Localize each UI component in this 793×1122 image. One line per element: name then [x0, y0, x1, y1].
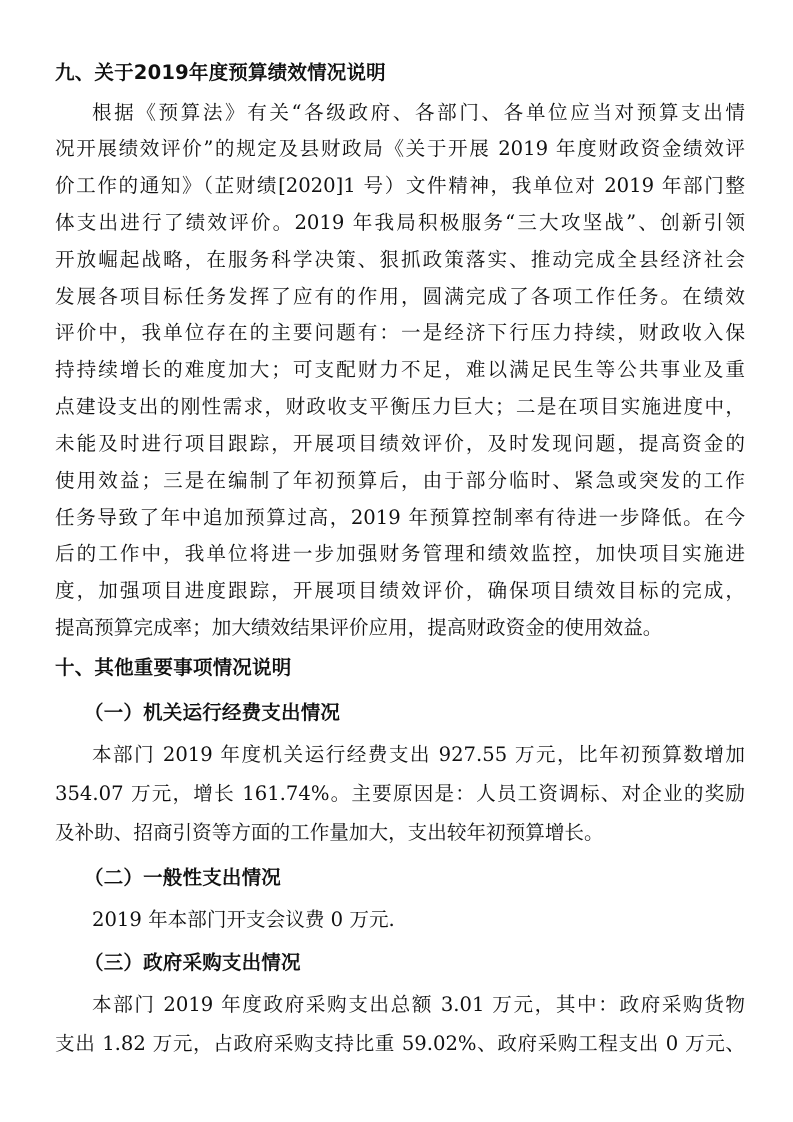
paragraph-line: 况开展绩效评价”的规定及县财政局《关于开展 2019 年度财政资金绩效评 [55, 137, 745, 160]
paragraph-line: 及补助、招商引资等方面的工作量加大，支出较年初预算增长。 [55, 821, 604, 844]
paragraph-line: 使用效益；三是在编制了年初预算后，由于部分临时、紧急或突发的工作 [55, 469, 745, 492]
paragraph-line: 持持续增长的难度加大；可支配财力不足，难以满足民生等公共事业及重 [55, 358, 745, 381]
section-10-heading: 十、其他重要事项情况说明 [55, 656, 292, 679]
paragraph-line: 评价中，我单位存在的主要问题有：一是经济下行压力持续，财政收入保 [55, 321, 745, 344]
paragraph-line: 2019 年本部门开支会议费 0 万元. [92, 908, 395, 931]
subsection-1-heading: （一）机关运行经费支出情况 [84, 701, 341, 724]
paragraph-line: 发展各项目标任务发挥了应有的作用，圆满完成了各项工作任务。在绩效 [55, 285, 745, 308]
paragraph-line: 本部门 2019 年度政府采购支出总额 3.01 万元，其中：政府采购货物 [92, 993, 745, 1016]
paragraph-line: 点建设支出的刚性需求，财政收支平衡压力巨大；二是在项目实施进度中， [55, 395, 745, 418]
subsection-3-heading: （三）政府采购支出情况 [84, 951, 301, 974]
paragraph-line: 支出 1.82 万元，占政府采购支持比重 59.02%、政府采购工程支出 0 万元、 [55, 1032, 745, 1055]
paragraph-line: 任务导致了年中追加预算过高，2019 年预算控制率有待进一步降低。在今 [55, 506, 745, 529]
paragraph-line: 本部门 2019 年度机关运行经费支出 927.55 万元，比年初预算数增加 [92, 743, 745, 766]
subsection-2-heading: （二）一般性支出情况 [84, 866, 282, 889]
paragraph-line: 354.07 万元，增长 161.74%。主要原因是：人员工资调标、对企业的奖励 [55, 782, 745, 805]
paragraph-line: 体支出进行了绩效评价。2019 年我局积极服务“三大攻坚战”、创新引领 [55, 211, 745, 234]
paragraph-line: 未能及时进行项目跟踪，开展项目绩效评价，及时发现问题，提高资金的 [55, 432, 745, 455]
paragraph-line: 开放崛起战略，在服务科学决策、狠抓政策落实、推动完成全县经济社会 [55, 248, 745, 271]
paragraph-line: 提高预算完成率；加大绩效结果评价应用，提高财政资金的使用效益。 [55, 616, 663, 639]
paragraph-line: 后的工作中，我单位将进一步加强财务管理和绩效监控，加快项目实施进 [55, 542, 745, 565]
section-9-heading: 九、关于2019年度预算绩效情况说明 [55, 61, 386, 84]
paragraph-line: 根据《预算法》有关“各级政府、各部门、各单位应当对预算支出情 [92, 101, 745, 124]
paragraph-line: 价工作的通知》（芷财绩[2020]1 号）文件精神，我单位对 2019 年部门整 [55, 174, 745, 197]
paragraph-line: 度，加强项目进度跟踪，开展项目绩效评价，确保项目绩效目标的完成， [55, 579, 745, 602]
